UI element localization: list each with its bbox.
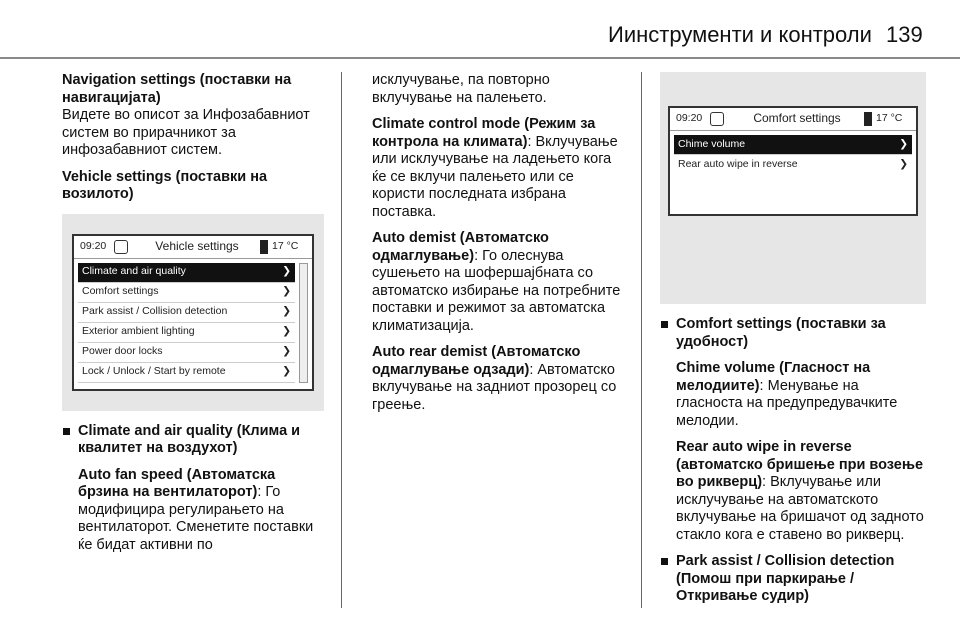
chevron-right-icon: ❯ (282, 365, 291, 378)
chime-volume-paragraph (660, 360, 926, 430)
auto-fan-text: : Го модифицира регулирањето на вентилаторот. Сменетите поставки ќе бидат активни по (78, 484, 314, 553)
nav-settings-paragraph (62, 72, 324, 160)
screen-title: Vehicle settings (155, 238, 239, 253)
bullet-title: Climate and air quality (Клима и квалитет на воздухот) (78, 422, 301, 456)
screen-header (74, 236, 312, 259)
rear-wipe-title: Rear auto wipe in reverse (автоматско бришење при возење во рикверц) (676, 439, 924, 490)
chevron-right-icon: ❯ (899, 137, 908, 150)
rear-demist-text: : Автоматско вклучување на задниот прозорец со греење. (372, 361, 617, 413)
auto-fan-title: Auto fan speed (Автоматска брзина на вентилаторот) (78, 466, 276, 500)
clock-icon (114, 240, 128, 254)
screen-title: Comfort settings (753, 111, 841, 126)
climate-mode-text: : Вклучување или исклучување на ладењето кога ќе се вклучи палењето или се користи последната избрана поставка. (372, 133, 618, 220)
rear-demist-paragraph (372, 344, 628, 414)
comfort-settings-screenshot (660, 72, 926, 304)
rear-wipe-text: : Вклучување или исклучување на автоматското вклучување на бришачот од задното стакло кога е ставено во рикверц. (676, 474, 924, 543)
menu-item-label: Rear auto wipe in reverse (678, 157, 798, 170)
menu-item-label: Chime volume (678, 137, 746, 150)
menu-item-exterior-lighting[interactable] (78, 323, 295, 343)
column-divider (641, 72, 642, 608)
bullet-climate (62, 423, 324, 458)
column-divider (341, 72, 342, 608)
menu-item-door-locks[interactable] (78, 343, 295, 363)
chevron-right-icon: ❯ (282, 265, 291, 278)
chevron-right-icon: ❯ (899, 157, 908, 170)
chevron-right-icon: ❯ (282, 285, 291, 298)
header-divider (0, 57, 960, 59)
menu-item-label: Lock / Unlock / Start by remote (82, 365, 226, 378)
column-3 (660, 72, 926, 615)
nav-settings-title: Navigation settings (поставки на навигацијата) (62, 72, 292, 106)
display-screen (72, 234, 314, 391)
scrollbar[interactable] (299, 263, 308, 383)
chevron-right-icon: ❯ (282, 325, 291, 338)
climate-mode-paragraph (372, 116, 628, 221)
screen-header (670, 108, 916, 131)
screen-temperature: 17 °C (272, 239, 299, 252)
screen-body (74, 259, 312, 389)
thermometer-icon (864, 112, 872, 126)
menu-item-label: Comfort settings (82, 285, 159, 298)
page-number: 139 (886, 22, 923, 47)
menu-item-comfort[interactable] (78, 283, 295, 303)
menu-item-chime-volume[interactable] (674, 135, 912, 155)
menu-item-label: Park assist / Collision detection (82, 305, 228, 318)
vehicle-settings-title: Vehicle settings (поставки на возилото) (62, 168, 268, 202)
chevron-right-icon: ❯ (282, 305, 291, 318)
menu-item-climate[interactable] (78, 263, 295, 283)
auto-demist-paragraph (372, 230, 628, 335)
display-screen (668, 106, 918, 216)
menu-item-rear-wipe[interactable] (674, 155, 912, 174)
menu-item-label: Power door locks (82, 345, 163, 358)
chime-volume-title: Chime volume (Гласност на мелодиите) (676, 360, 871, 394)
menu-list (78, 263, 295, 383)
vehicle-settings-screenshot (62, 214, 324, 411)
bullet-title: Comfort settings (поставки за удобност) (676, 316, 886, 350)
screen-time: 09:20 (80, 239, 107, 252)
menu-item-remote-start[interactable] (78, 363, 295, 383)
screen-time: 09:20 (676, 112, 703, 125)
rear-demist-title: Auto rear demist (Автоматско одмаглување одзади) (372, 344, 581, 378)
nav-settings-text: Видете во описот за Инфозабавниот систем во прирачникот за инфозабавниот систем. (62, 107, 310, 158)
chevron-right-icon: ❯ (282, 345, 291, 358)
screen-body (670, 131, 916, 214)
bullet-park-assist (660, 553, 926, 606)
rear-wipe-paragraph (660, 439, 926, 544)
auto-demist-text: : Го олеснува сушењето на шофершајбната со автоматско избирање на потребните поставки и режимот за автоматска климатизација. (372, 247, 621, 334)
bullet-comfort (660, 316, 926, 351)
menu-item-label: Exterior ambient lighting (82, 325, 195, 338)
auto-demist-title: Auto demist (Автоматско одмаглување) (372, 230, 549, 264)
menu-list (674, 135, 912, 174)
continued-text: исклучување, па повторно вклучување на палењето. (372, 72, 550, 106)
column-1 (62, 72, 324, 563)
clock-icon (710, 112, 724, 126)
column-2 (372, 72, 628, 423)
auto-fan-paragraph (62, 467, 324, 555)
bullet-title: Park assist / Collision detection (Помош при паркирање / Откривање судир) (676, 553, 895, 604)
menu-item-park-assist[interactable] (78, 303, 295, 323)
climate-mode-title: Climate control mode (Режим за контрола на климата) (372, 116, 596, 150)
menu-item-label: Climate and air quality (82, 265, 186, 278)
screen-temperature: 17 °C (876, 112, 903, 125)
chime-volume-text: : Менување на гласноста на предупредувачките мелодии. (676, 377, 898, 429)
section-title: Иинструменти и контроли (608, 22, 872, 47)
thermometer-icon (260, 240, 268, 254)
page-header (0, 0, 960, 60)
